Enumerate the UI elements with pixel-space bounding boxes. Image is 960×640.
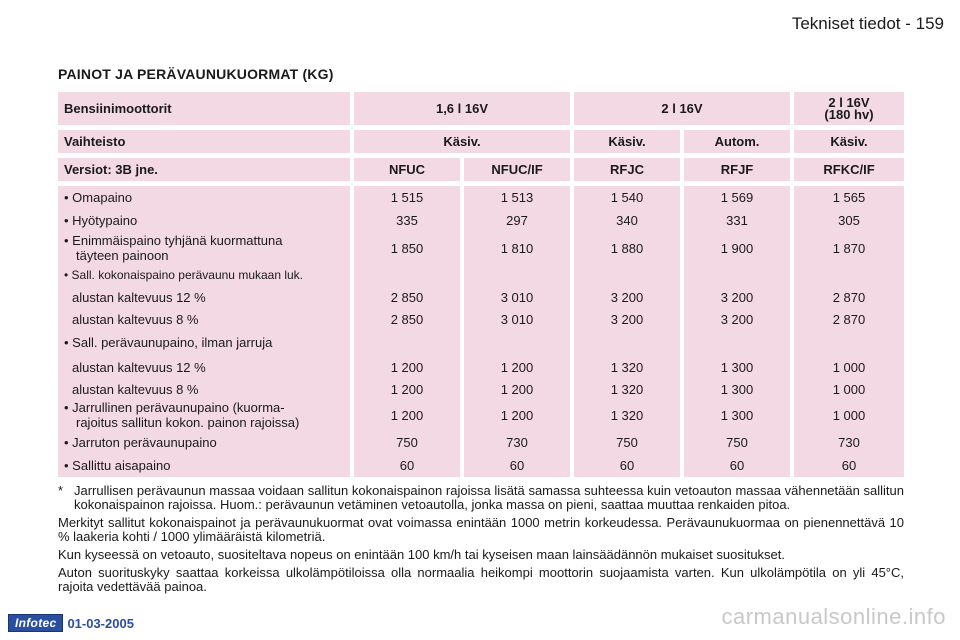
row-label: • Hyötypaino [58,209,354,232]
cell: 60 [574,454,684,477]
engine-3 [794,92,904,125]
version-2: NFUC/IF [464,158,574,181]
cell: 750 [354,431,464,454]
row-label-line1: • Jarrullinen perävaunupaino (kuorma- [64,400,285,415]
cell: 1 540 [574,186,684,209]
cell: 1 569 [684,186,794,209]
table-row [58,264,904,286]
cell: 297 [464,209,574,232]
cell: 2 850 [354,309,464,329]
cell: 3 200 [684,309,794,329]
cell: 730 [794,431,904,454]
version-3: RFJC [574,158,684,181]
cell: 1 900 [684,232,794,264]
watermark: carmanualsonline.info [721,604,946,629]
notes [58,484,904,598]
cell: 1 870 [794,232,904,264]
cell: 1 880 [574,232,684,264]
table-row [58,379,904,399]
infotec-logo: Infotec [8,614,63,632]
table-row [58,454,904,477]
table-row [58,399,904,431]
cell: 1 565 [794,186,904,209]
cell: 3 200 [574,286,684,309]
row-label: • Sall. perävaunupaino, ilman jarruja [58,329,354,356]
row-label: • Sall. kokonaispaino perävaunu mukaan luk. [58,264,354,286]
footnote-text: Jarrullisen perävaunun massaa voidaan sallitun kokonaispainon rajoissa lisätä samassa suhteessa kuin vetoauton massaa vähennetään sallitun kokonaispainon rajoissa. Huom.: perävaunun vetäminen vetoautolla, jonka massa on pieni, saattaa muuttaa renkaiden pitoa. [74,483,904,512]
cell: 1 200 [354,379,464,399]
note-paragraph-2: Kun kyseessä on vetoauto, suositeltava nopeus on enintään 100 km/h tai kyseisen maan lainsäädännön mukaiset suositukset. [58,547,786,562]
footnote [58,484,904,512]
cell: 1 850 [354,232,464,264]
cell: 1 320 [574,356,684,379]
cell: 1 320 [574,399,684,431]
row-label: alustan kaltevuus 12 % [58,356,354,379]
cell: 1 000 [794,379,904,399]
cell: 60 [464,454,574,477]
page-header: Tekniset tiedot - 159 [791,14,944,33]
gearbox-2: Käsiv. [574,130,684,153]
footnote-star: * [58,483,64,498]
table-row [58,232,904,264]
table-row [58,309,904,329]
cell: 3 010 [464,286,574,309]
cell: 1 513 [464,186,574,209]
cell: 340 [574,209,684,232]
row-label-line2: rajoitus sallitun kokon. painon rajoissa) [76,415,300,430]
row-label: alustan kaltevuus 8 % [58,379,354,399]
cell: 750 [684,431,794,454]
cell: 60 [794,454,904,477]
gearbox-3: Autom. [684,130,794,153]
gearbox-label: Vaihteisto [58,130,354,153]
engine-2: 2 l 16V [574,92,794,125]
note-paragraph-3: Auton suorituskyky saattaa korkeissa ulkolämpötiloissa olla normaalia heikompi moottorin suojaamista varten. Kun ulkolämpötila on yli 45°C, rajoita vedettävää painoa. [58,565,904,594]
version-1: NFUC [354,158,464,181]
version-4: RFJF [684,158,794,181]
row-label-line2: täyteen painoon [76,248,169,263]
table-row [58,186,904,209]
table-row [58,209,904,232]
engine-1: 1,6 l 16V [354,92,574,125]
row-label-line1: • Enimmäispaino tyhjänä kuormattuna [64,233,283,248]
cell: 1 000 [794,399,904,431]
cell: 60 [354,454,464,477]
version-5: RFKC/IF [794,158,904,181]
cell: 331 [684,209,794,232]
table-row [58,286,904,309]
cell: 2 850 [354,286,464,309]
cell: 1 200 [464,399,574,431]
row-label [58,399,354,431]
row-label: • Omapaino [58,186,354,209]
cell: 1 200 [464,356,574,379]
table-row [58,356,904,379]
table-row [58,431,904,454]
cell: 1 200 [354,399,464,431]
cell: 305 [794,209,904,232]
version-row [58,158,904,181]
cell: 1 515 [354,186,464,209]
cell: 2 870 [794,286,904,309]
row-label: • Jarruton perävaunupaino [58,431,354,454]
engine-row [58,92,904,125]
table-row [58,329,904,356]
cell: 1 200 [464,379,574,399]
gearbox-row [58,130,904,153]
version-label: Versiot: 3B jne. [58,158,354,181]
engine-3-line1: 2 l 16V [828,94,870,110]
cell: 1 000 [794,356,904,379]
footer [0,614,134,632]
cell: 1 320 [574,379,684,399]
cell: 1 300 [684,356,794,379]
cell: 60 [684,454,794,477]
cell: 1 300 [684,399,794,431]
row-label: • Sallittu aisapaino [58,454,354,477]
cell: 3 010 [464,309,574,329]
gearbox-1: Käsiv. [354,130,574,153]
cell: 335 [354,209,464,232]
gearbox-4: Käsiv. [794,130,904,153]
cell: 1 200 [354,356,464,379]
engine-3-line2: (180 hv) [824,106,874,122]
cell: 1 810 [464,232,574,264]
section-title: PAINOT JA PERÄVAUNUKUORMAT (KG) [58,66,334,82]
cell: 1 300 [684,379,794,399]
row-label [58,232,354,264]
weights-table [58,92,904,477]
cell: 750 [574,431,684,454]
cell: 730 [464,431,574,454]
row-label: alustan kaltevuus 12 % [58,286,354,309]
engine-label: Bensiinimoottorit [58,92,354,125]
cell: 2 870 [794,309,904,329]
footer-date: 01-03-2005 [67,615,134,631]
cell: 3 200 [684,286,794,309]
row-label: alustan kaltevuus 8 % [58,309,354,329]
note-paragraph-1: Merkityt sallitut kokonaispainot ja perävaunukuormat ovat voimassa enintään 1000 metrin korkeudessa. Perävaunukuormaa on pienennettävä 10 % laakeria kohti / 1000 ylimääräistä kilometriä. [58,515,904,544]
cell: 3 200 [574,309,684,329]
